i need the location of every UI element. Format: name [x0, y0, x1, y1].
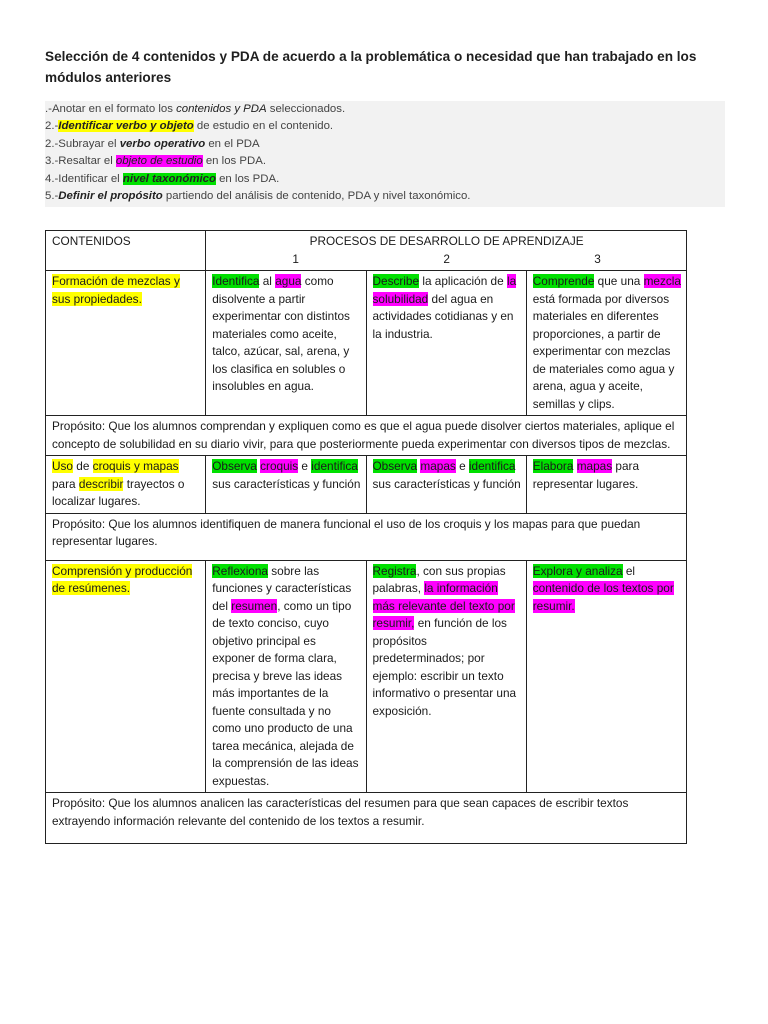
verb-highlight: Observa: [212, 459, 257, 473]
header-number-1: 1: [292, 251, 299, 266]
step-emphasis: objeto de estudio: [115, 155, 203, 168]
step-text: 5.-: [45, 190, 59, 203]
step-emphasis: Identificar verbo y objeto: [58, 120, 194, 133]
pda-text: en función de los propósitos predeterminados; por ejemplo: escribir un texto informativo o presentar una exposición.: [372, 616, 517, 718]
verb-highlight: Registra: [372, 563, 417, 578]
verb-highlight: identifica: [468, 459, 516, 473]
purpose-cell: Propósito: Que los alumnos comprendan y expliquen como es que el agua puede disolver ciertos materiales, aplique el concepto de solubilidad en su diario vivir, para que posteriormente pueda experimentar con diversos tipos de mezclas.: [46, 416, 687, 456]
object-highlight: resumen: [231, 598, 278, 613]
verb-highlight: describir: [78, 476, 124, 491]
verb-highlight: identifica: [311, 459, 358, 473]
table-row: [46, 271, 687, 416]
pda-cell-2: [366, 456, 526, 514]
step-emphasis: verbo operativo: [119, 137, 206, 150]
step-emphasis: nivel taxonómico: [122, 172, 216, 185]
pda-cell-1: [206, 560, 366, 793]
object-highlight: mezcla: [643, 274, 681, 288]
purpose-row: [46, 793, 687, 844]
verb-highlight: Identifica: [212, 274, 260, 288]
content-text: Comprensión y producción de resúmenes.: [52, 563, 193, 595]
step-text: en los PDA.: [215, 172, 280, 185]
step-text: .-Anotar en el formato los: [45, 103, 177, 115]
pda-text: la aplicación de: [419, 274, 507, 288]
object-highlight: contenido de los textos por resumir.: [532, 581, 674, 613]
step-5: [45, 171, 725, 188]
step-text: 2.-Subrayar el: [45, 137, 120, 150]
step-emphasis: Definir el propósito: [58, 190, 163, 203]
pda-cell-1: [206, 456, 366, 514]
pda-text: sus características y función: [212, 476, 361, 491]
pda-text: sus características y función: [372, 476, 521, 491]
header-numbers: [212, 251, 681, 269]
step-text: seleccionados.: [266, 103, 346, 115]
object-highlight: la solubilidad: [372, 274, 517, 306]
step-text: partiendo del análisis de contenido, PDA y nivel taxonómico.: [162, 190, 471, 203]
verb-highlight: Observa: [372, 459, 418, 473]
step-text: en el PDA: [205, 137, 260, 150]
header-number-3: 3: [594, 251, 601, 266]
pda-cell-3: [526, 271, 686, 416]
pda-text: , con sus propias palabras,: [372, 563, 506, 595]
table-row: [46, 560, 687, 793]
pda-text: el: [622, 563, 636, 578]
pda-cell-2: [366, 271, 526, 416]
pda-text: que una: [594, 274, 644, 288]
pda-text: como disolvente a partir experimentar con distintos materiales como aceite, talco, azúcar, sal, arena, y los clasifica en solubles o insolubles en agua.: [212, 274, 350, 393]
object-highlight: agua: [275, 274, 302, 288]
pda-cell-1: [206, 271, 366, 416]
verb-highlight: Uso: [52, 459, 73, 473]
pda-cell-3: [526, 456, 686, 514]
purpose-row: [46, 513, 687, 560]
pda-text: e: [298, 459, 312, 473]
verb-highlight: Explora y analiza: [532, 563, 623, 578]
step-text: 2.-: [45, 120, 59, 133]
pda-text: e: [455, 459, 469, 473]
pda-cell-3: [526, 560, 686, 793]
pda-table: [45, 230, 687, 844]
step-text: en los PDA.: [202, 155, 266, 168]
step-4: [45, 153, 725, 170]
verb-highlight: Comprende: [532, 274, 595, 288]
content-text: para: [52, 476, 79, 491]
step-emphasis: contenidos y PDA: [176, 103, 267, 115]
step-2: [45, 118, 725, 135]
step-3: [45, 136, 725, 153]
step-text: 3.-Resaltar el: [45, 155, 116, 168]
pda-text: para representar lugares.: [532, 459, 640, 491]
instructions-block: [45, 101, 725, 207]
pda-text: sobre las funciones y características del: [212, 563, 352, 613]
purpose-cell: Propósito: Que los alumnos analicen las características del resumen para que sean capaces de escribir textos extrayendo información relevante del contenido de los textos a resumir.: [46, 793, 687, 844]
verb-highlight: Reflexiona: [212, 563, 268, 578]
pda-text: del agua en actividades cotidianas y en la industria.: [372, 291, 514, 341]
content-text: Formación de mezclas y sus propiedades.: [52, 274, 180, 306]
verb-highlight: Elabora: [532, 459, 574, 473]
purpose-cell: Propósito: Que los alumnos identifiquen de manera funcional el uso de los croquis y los mapas para que puedan representar lugares.: [46, 513, 687, 560]
verb-highlight: Describe: [372, 274, 420, 288]
content-cell: [46, 456, 206, 514]
content-cell: [46, 271, 206, 416]
header-procesos-label: PROCESOS DE DESARROLLO DE APRENDIZAJE: [309, 234, 584, 248]
content-text: trayectos o localizar lugares.: [52, 476, 185, 508]
content-cell: [46, 560, 206, 793]
object-highlight: mapas: [420, 459, 456, 473]
content-text: de: [72, 459, 93, 473]
pda-cell-2: [366, 560, 526, 793]
header-number-2: 2: [443, 251, 450, 266]
step-6: [45, 188, 725, 205]
object-highlight: mapas: [576, 459, 613, 473]
object-highlight: croquis: [260, 459, 299, 473]
pda-text: está formada por diversos materiales en diferentes proporciones, a partir de experimentar con mezclas de materiales como agua y arena, agua y aceite, semillas y clips.: [532, 291, 675, 411]
table-header-row: [46, 231, 687, 271]
step-text: 4.-Identificar el: [45, 172, 123, 185]
header-contenidos: CONTENIDOS: [46, 231, 206, 271]
purpose-row: [46, 416, 687, 456]
table-row: [46, 456, 687, 514]
pda-text: , como un tipo de texto conciso, cuyo objetivo principal es exponer de forma clara, precisa y breve las ideas más importantes de la fuente consultada y no como uno producto de una tarea mecánica, alejada de la comprensión de las ideas expuestas.: [212, 598, 359, 788]
step-text: de estudio en el contenido.: [193, 120, 334, 133]
step-1: [45, 101, 725, 118]
page-heading: Selección de 4 contenidos y PDA de acuerdo a la problemática o necesidad que han trabajado en los módulos anteriores: [45, 49, 697, 85]
header-procesos: [206, 231, 687, 271]
object-highlight: croquis y mapas: [92, 459, 179, 473]
object-highlight: la información más relevante del texto por resumir,: [372, 581, 515, 630]
pda-text: al: [259, 274, 276, 288]
